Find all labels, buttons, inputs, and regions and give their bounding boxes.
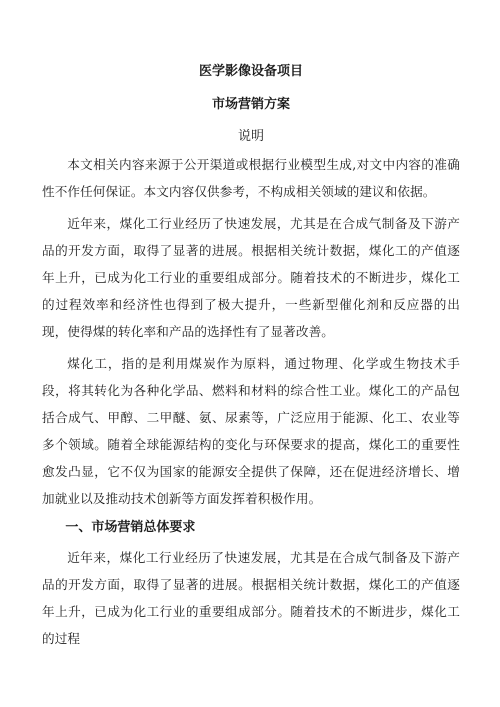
note-heading: 说明 xyxy=(237,129,264,144)
section-heading: 一、市场营销总体要求 xyxy=(65,520,196,535)
body-paragraph-2: 煤化工，指的是利用煤炭作为原料，通过物理、化学或生物技术手段，将其转化为各种化学品、燃料和材料的综合性工业。煤化工的产品包括合成气、甲醇、二甲醚、氨、尿素等，广泛应用于能源、化工、农业等多个领域。随着全球能源结构的变化与环保要求的提高，煤化工的重要性愈发凸显，它不仅为国家的能源安全提供了保障，还在促进经济增长、增加就业以及推动技术创新等方面发挥着积极作用。 xyxy=(42,356,460,506)
body-paragraph-1: 近年来，煤化工行业经历了快速发展，尤其是在合成气制备及下游产品的开发方面，取得了显著的进展。根据相关统计数据，煤化工的产值逐年上升，已成为化工行业的重要组成部分。随着技术的不断进步，煤化工的过程效率和经济性也得到了极大提升，一些新型催化剂和反应器的出现，使得煤的转化率和产品的选择性有了显著改善。 xyxy=(42,216,460,339)
note-paragraph: 本文相关内容来源于公开渠道或根据行业模型生成,对文中内容的准确性不作任何保证。本文内容仅供参考，不构成相关领域的建议和依据。 xyxy=(42,157,460,199)
section-paragraph: 近年来，煤化工行业经历了快速发展，尤其是在合成气制备及下游产品的开发方面，取得了显著的进展。根据相关统计数据，煤化工的产值逐年上升，已成为化工行业的重要组成部分。随着技术的不断进步，煤化工的过程 xyxy=(42,550,460,646)
document-subtitle: 市场营销方案 xyxy=(211,97,290,112)
document-title: 医学影像设备项目 xyxy=(198,64,303,79)
